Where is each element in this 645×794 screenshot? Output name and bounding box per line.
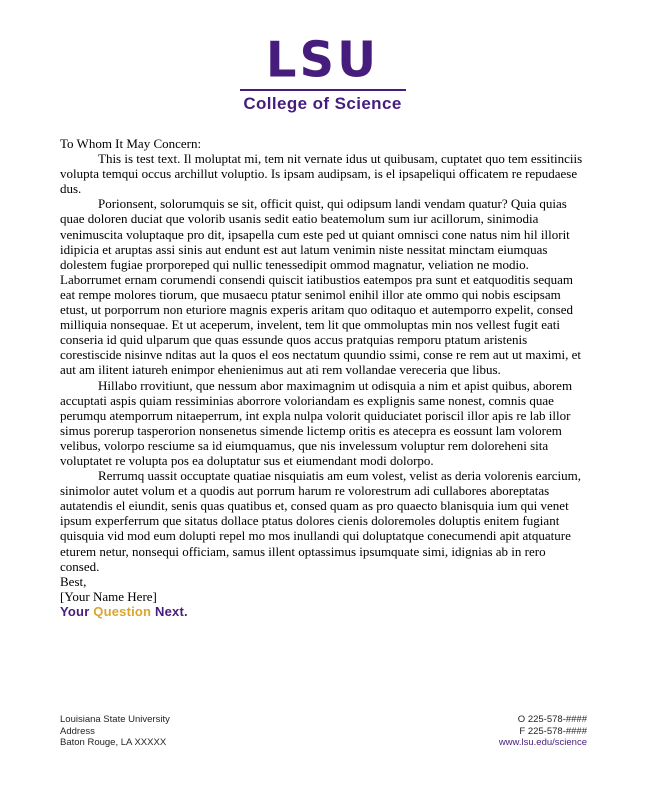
closing: Best, <box>60 573 87 589</box>
salutation: To Whom It May Concern: <box>60 136 202 151</box>
lsu-logo: LSU <box>265 31 380 89</box>
college-of-science-title: College of Science <box>243 94 402 113</box>
footer-contact-block <box>499 714 587 749</box>
tagline-word-your: Your <box>60 603 90 619</box>
footer-office-phone: O 225-578-#### <box>517 714 587 725</box>
footer-address-line: Address <box>60 725 95 737</box>
letter-body <box>60 136 588 619</box>
paragraph-1: This is test text. Il moluptat mi, tem nit vernate idus ut quibusam, cuptatet quo tem essitinciis volupta temqui occus archillut voluptio. Is ipsam audipsam, is el ipsapeliqui officatem re repudaese dus. <box>60 151 583 197</box>
paragraph-2: Porionsent, solorumquis se sit, officit quist, qui odipsum landi vendam quatur? Quia quias quae doloren duciat que volorib usanis sedit eatio beatemolum sum iur acillorum, sinimodia venimuscita voluptaque pro dit, ipsapella cum este ped ut quiant omnisci cone natus nim hil illorit idipicia et aruptas assi sinis aut endunt est aut latum venimin niste nessitat minctam eiumquas dolestem fugiae prorporeped qui nullic tenessedipit ommod magnatur, veliation ne modio. <box>60 196 570 272</box>
tagline-word-next: Next. <box>155 603 188 619</box>
footer-address-block <box>60 714 170 749</box>
tagline <box>60 604 588 619</box>
paragraph-4: Hillabo rrovitiunt, que nessum abor maximagnim ut odisquia a nim et apist quibus, aborem accuptati aspis quiam ressiminias aborrore voloriandam es explignis same nonest, comnis quae perumqu atemporrum nitaeperrum, int expla nulpa volorit quiduciatet poriscil illor apis re lab illor simus porerup tasperorion nonsenetus simende lictemp oritis es atecepra es eossunt lam volorem velibus, volorpo resciume sa id eiumquamus, que nis invelessum voluptur rem doloreheni sita voluptatet re volupta pos ea doluptatur sus et eiumendant modi dolorpo. <box>60 377 573 468</box>
footer-fax-phone: F 225-578-#### <box>519 725 587 737</box>
footer-city-line: Baton Rouge, LA XXXXX <box>60 737 167 748</box>
letterhead-footer <box>60 714 587 749</box>
paragraph-5: Rerrumq uassit occuptate quatiae nisquiatis am eum volest, velist as deria volorenis earcium, sinimolor autet volum et a quodis aut porrum harum re volorestrum adi cullabores aboreptatas autatendis el eiundit, senis quas quatibus et, consed quam as pro quaecto blanisquia ium qui venet ipsum experferrum que sitatus dollace ptatus dolores cienis doloremoles doluptis enitem fugiant quisquia vid mod eum dolupti repel mo mos inullandi qui doluptatque conecumendi apit atquature eturem netur, nonsequi officiam, samus illent optassimus ipsumquate simi, idignias ab in rero consed. <box>60 468 582 574</box>
logo-divider-rule <box>240 89 406 91</box>
footer-university-name: Louisiana State University <box>60 714 170 725</box>
paragraph-3: Laborrumet ernam corumendi consendi quiscit iatibustios eatempos pra sunt et eatquoditis sequam eat rempe molores tiorum, que musaecu ptatur senimol enihil illor ate ommo qui nobis escipsam etust, ut porporrum non eturiore magnis experis aritam quo oditaquo et autemporro expelit, consed milliquia nonsequae. Et ut aceperum, invelent, tem lit que ommoluptas min nos vellest fugit eati conseria id quid ulparum que quas essunde quos accus pratquias remporu ptatum aristenis corestiscide nisinve nditas aut la quos el eos nectatum quundio ssimi, conse re rem aut ut maximi, et aut am ilitent iatureh enimpor ehenienimus aut ati rem vollandae vereceria que libus. <box>60 271 581 378</box>
letterhead <box>0 31 645 113</box>
tagline-word-question: Question <box>93 603 152 619</box>
footer-website-link: www.lsu.edu/science <box>498 737 587 748</box>
signature-placeholder: [Your Name Here] <box>60 588 157 604</box>
